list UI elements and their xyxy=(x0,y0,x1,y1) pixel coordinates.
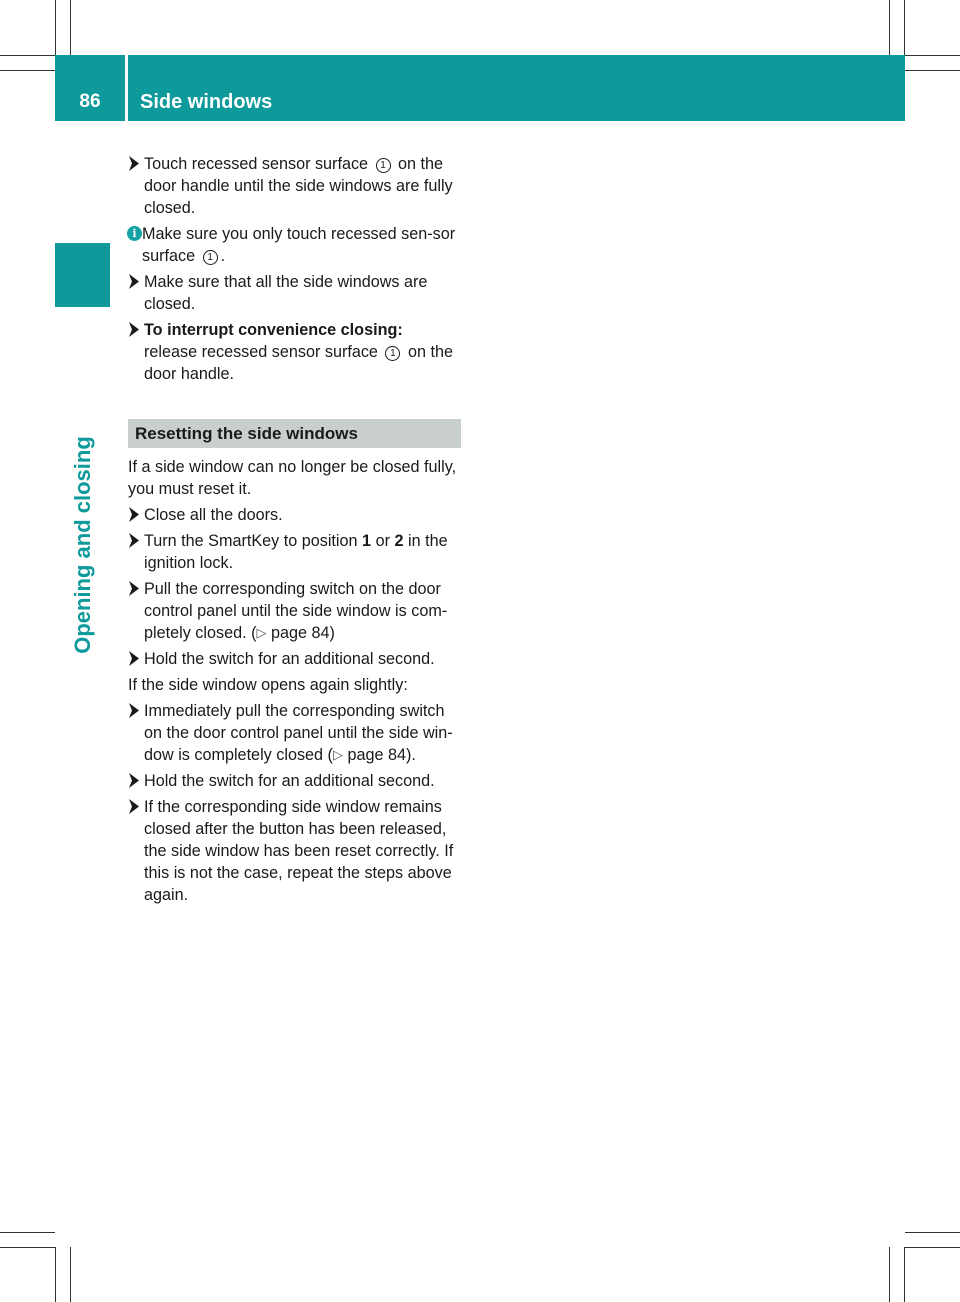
crop-mark xyxy=(904,1247,905,1302)
triangle-arrow-icon xyxy=(129,156,139,171)
triangle-arrow-icon xyxy=(129,799,139,814)
crop-mark xyxy=(905,1247,960,1248)
step-item xyxy=(128,578,461,644)
circled-1-icon: 1 xyxy=(203,250,218,265)
crop-mark xyxy=(0,1232,55,1233)
info-text: Make sure you only touch recessed sen-sor surface xyxy=(142,225,456,265)
step-text: on the door handle. xyxy=(144,343,453,383)
step-text: on the door handle until the side windows are fully closed. xyxy=(144,155,453,217)
step-item xyxy=(128,700,461,766)
triangle-arrow-icon xyxy=(129,507,139,522)
position-2: 2 xyxy=(394,532,404,550)
step-text: Hold the switch for an additional second. xyxy=(144,772,435,790)
step-text: Turn the SmartKey to position xyxy=(144,532,358,550)
crop-mark xyxy=(905,70,960,71)
paragraph: If a side window can no longer be closed fully, you must reset it. xyxy=(128,458,457,498)
page-number: 86 xyxy=(79,91,101,112)
step-item xyxy=(128,319,461,385)
crop-mark xyxy=(0,70,55,71)
step-text: Make sure that all the side windows are closed. xyxy=(144,273,428,313)
triangle-arrow-icon xyxy=(129,703,139,718)
triangle-pointer-icon: ▷ xyxy=(332,747,343,762)
chapter-tab-block xyxy=(55,243,110,307)
circled-1-icon: 1 xyxy=(385,346,400,361)
crop-mark xyxy=(55,1247,56,1302)
position-1: 1 xyxy=(362,532,372,550)
crop-mark xyxy=(905,1232,960,1233)
step-item xyxy=(128,504,461,526)
step-text: Hold the switch for an additional second. xyxy=(144,650,435,668)
crop-mark xyxy=(905,55,960,56)
triangle-arrow-icon xyxy=(129,773,139,788)
crop-mark xyxy=(904,0,905,55)
header-divider xyxy=(125,55,128,121)
triangle-arrow-icon xyxy=(129,322,139,337)
info-note xyxy=(128,223,461,267)
step-text: Pull the corresponding switch on the door control panel until the side window is com-pletely closed. ( xyxy=(144,580,448,642)
crop-mark xyxy=(0,1247,55,1248)
circled-1-icon: 1 xyxy=(376,158,391,173)
crop-mark xyxy=(889,0,890,55)
triangle-pointer-icon: ▷ xyxy=(256,625,267,640)
step-item xyxy=(128,770,461,792)
triangle-arrow-icon xyxy=(129,274,139,289)
step-item xyxy=(128,153,461,219)
step-text: in the ignition lock. xyxy=(144,532,448,572)
section-title: Side windows xyxy=(140,90,273,113)
triangle-arrow-icon xyxy=(129,533,139,548)
step-text: Touch recessed sensor surface xyxy=(144,155,369,173)
crop-mark xyxy=(70,1247,71,1302)
content-column xyxy=(128,153,461,910)
page-reference[interactable]: page 84). xyxy=(347,746,416,764)
step-bold-label: To interrupt convenience closing: xyxy=(144,321,403,339)
step-text: Immediately pull the corresponding switch on the door control panel until the side win-dow is completely closed ( xyxy=(144,702,453,764)
triangle-arrow-icon xyxy=(129,581,139,596)
crop-mark xyxy=(70,0,71,55)
step-item xyxy=(128,796,461,906)
step-text: If the corresponding side window remains closed after the button has been released, the side window has been reset correctly. If this is not the case, repeat the steps above again. xyxy=(144,798,454,904)
info-circle-icon: i xyxy=(127,226,142,241)
paragraph: If the side window opens again slightly: xyxy=(128,676,408,694)
page-reference[interactable]: page 84) xyxy=(270,624,335,642)
section-heading: Resetting the side windows xyxy=(128,419,461,448)
crop-mark xyxy=(889,1247,890,1302)
crop-mark xyxy=(55,0,56,55)
info-text: . xyxy=(220,247,226,265)
chapter-tab-label: Opening and closing xyxy=(70,436,95,654)
step-text: Close all the doors. xyxy=(144,506,283,524)
step-item xyxy=(128,530,461,574)
step-text: or xyxy=(375,532,390,550)
step-item xyxy=(128,648,461,670)
step-text: release recessed sensor surface xyxy=(144,343,378,361)
crop-mark xyxy=(0,55,55,56)
step-item xyxy=(128,271,461,315)
triangle-arrow-icon xyxy=(129,651,139,666)
